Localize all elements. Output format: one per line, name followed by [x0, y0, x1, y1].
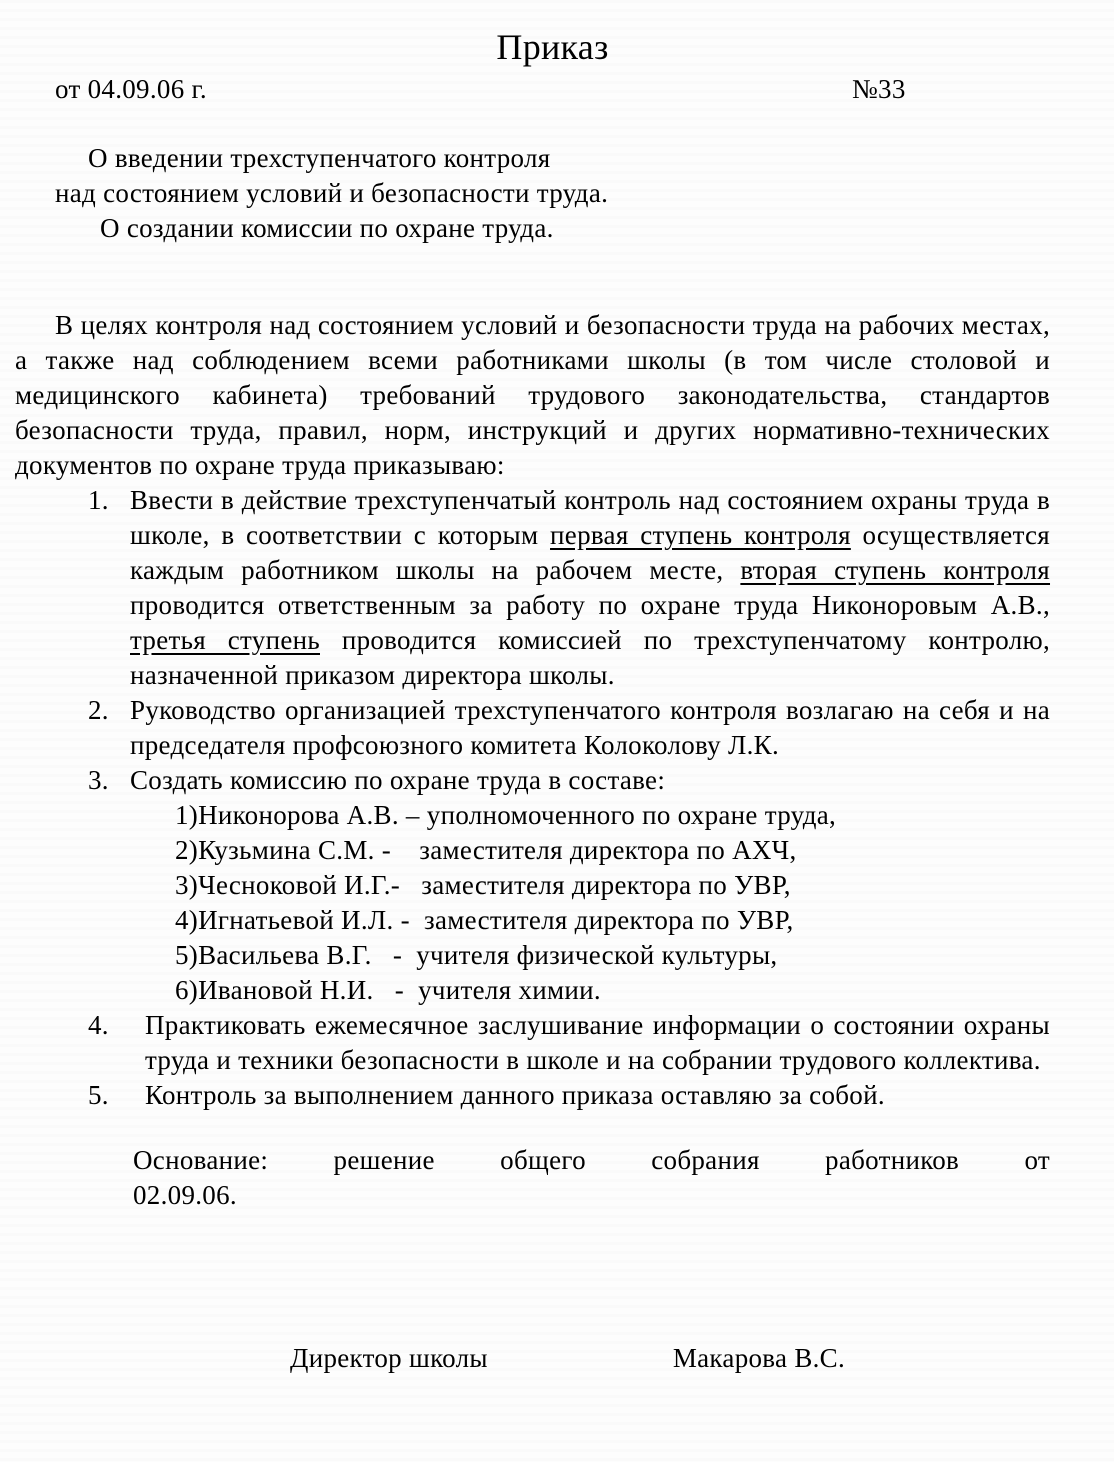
meta-row: [15, 72, 1050, 107]
item-text: [130, 483, 1050, 693]
text-segment: Руководство организацией трехступенчатого контроля возлагаю на себя и на председателя профсоюзного комитета Колоколову Л.К.: [130, 695, 1050, 760]
item-text: [130, 693, 1050, 763]
item-number: 5.: [88, 1080, 109, 1110]
intro-paragraph: В целях контроля над состоянием условий и безопасности труда на рабочих местах, а также над соблюдением всеми работниками школы (в том числе столовой и медицинского кабинета) требований трудового законодательства, стандартов безопасности труда, правил, норм, инструкций и других нормативно-технических документов по охране труда приказываю:: [15, 310, 1050, 480]
item-number: 1.: [88, 485, 109, 515]
commission-member: 5)Васильева В.Г. - учителя физической культуры,: [175, 940, 778, 970]
text-segment: проводится ответственным за работу по охране труда Никоноровым А.В.,: [130, 590, 1050, 620]
order-item: [15, 1078, 1050, 1113]
subject-line: О создании комиссии по охране труда.: [100, 213, 554, 243]
item-text: [145, 1078, 1050, 1113]
basis-date: 02.09.06.: [133, 1180, 237, 1210]
underlined-phrase: третья ступень: [130, 625, 320, 655]
subject-line: О введении трехступенчатого контроля: [88, 143, 551, 173]
commission-member: 6)Ивановой Н.И. - учителя химии.: [175, 975, 601, 1005]
order-item: [15, 1008, 1050, 1078]
text-segment: проводится комиссией по трехступенчатому контролю, назначенной приказом директора школы.: [130, 625, 1050, 690]
signature-role: Директор школы: [290, 1343, 488, 1373]
item-text: [130, 763, 1050, 1008]
order-item: [15, 693, 1050, 763]
text-segment: Ввести в действие трехступенчатый контроль над состоянием охраны труда в школе, в соответствии с которым: [130, 485, 1050, 550]
commission-member: 2)Кузьмина С.М. - заместителя директора по АХЧ,: [175, 835, 797, 865]
order-list: [15, 483, 1050, 1113]
basis-block: [133, 1143, 1050, 1213]
underlined-phrase: вторая ступень контроля: [740, 555, 1051, 585]
document-date: от 04.09.06 г.: [55, 74, 207, 104]
order-item: [15, 483, 1050, 693]
text-segment: осуществляется каждым работником школы на рабочем месте,: [130, 520, 1050, 585]
document-title: Приказ: [496, 27, 609, 67]
text-segment: Создать комиссию по охране труда в составе:: [130, 765, 666, 795]
commission-member: 3)Чесноковой И.Г.- заместителя директора по УВР,: [175, 870, 791, 900]
item-number: 3.: [88, 765, 109, 795]
item-number: 4.: [88, 1010, 109, 1040]
document-number: №33: [852, 74, 906, 104]
commission-list: [130, 798, 1050, 1008]
signature-name: Макарова В.С.: [672, 1343, 846, 1373]
subject-line: над состоянием условий и безопасности труда.: [55, 178, 609, 208]
text-segment: Практиковать ежемесячное заслушивание информации о состоянии охраны труда и техники безопасности в школе и на собрании трудового коллектива.: [145, 1010, 1050, 1075]
item-text: [145, 1008, 1050, 1078]
commission-member: 4)Игнатьевой И.Л. - заместителя директора по УВР,: [175, 905, 794, 935]
underlined-phrase: первая ступень контроля: [550, 520, 851, 550]
basis-line: Основание: решение общего собрания работников от: [133, 1145, 1050, 1175]
commission-member: 1)Никонорова А.В. – уполномоченного по охране труда,: [175, 800, 837, 830]
item-number: 2.: [88, 695, 109, 725]
document-subject: [15, 141, 1050, 246]
text-segment: Контроль за выполнением данного приказа оставляю за собой.: [145, 1080, 885, 1110]
signature-row: [15, 1341, 1050, 1376]
order-item: [15, 763, 1050, 1008]
